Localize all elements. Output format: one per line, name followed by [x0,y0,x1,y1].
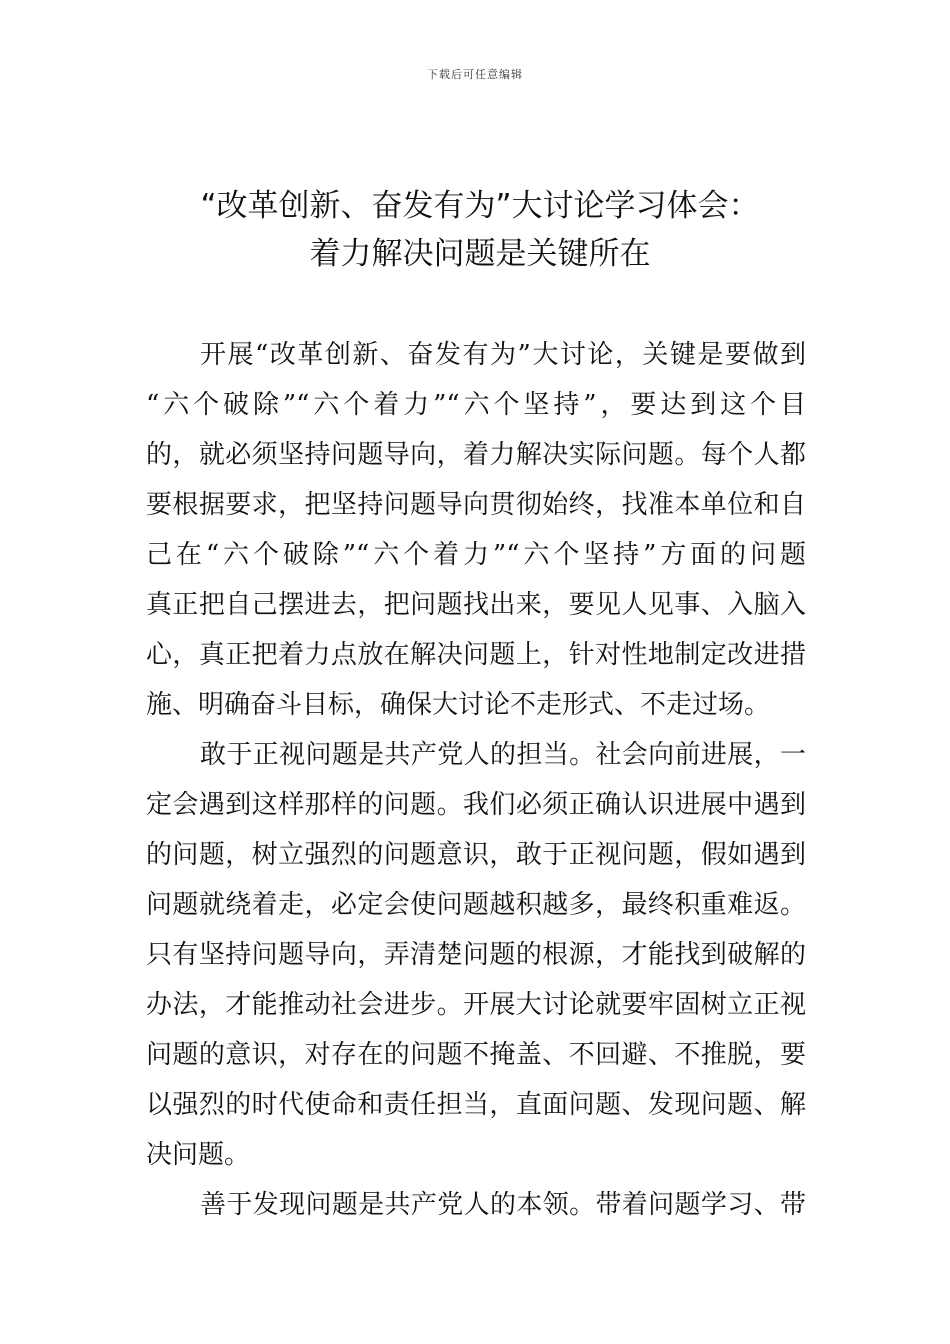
body-line-3: 的，就必须坚持问题导向，着力解决实际问题。每个人都 [146,440,806,470]
body-line-9: 敢于正视问题是共产党人的担当。社会向前进展，一 [200,740,806,770]
body-line-4: 要根据要求，把坚持问题导向贯彻始终，找准本单位和自 [146,490,806,520]
body-line-16: 以强烈的时代使命和责任担当，直面问题、发现问题、解 [146,1090,806,1120]
header-note: 下载后可任意编辑 [427,68,523,81]
body-line-17: 决问题。 [146,1140,251,1170]
body-line-14: 办法，才能推动社会进步。开展大讨论就要牢固树立正视 [146,990,806,1020]
document-title-line-1: “改革创新、奋发有为”大讨论学习体会： [200,188,760,224]
body-line-12: 问题就绕着走，必定会使问题越积越多，最终积重难返。 [146,890,806,920]
body-line-7: 心，真正把着力点放在解决问题上，针对性地制定改进措 [146,640,806,670]
document-title-line-2: 着力解决问题是关键所在 [309,236,651,272]
body-line-15: 问题的意识，对存在的问题不掩盖、不回避、不推脱，要 [146,1040,806,1070]
body-line-5: 己在“六个破除”“六个着力”“六个坚持”方面的问题 [146,540,806,570]
body-line-6: 真正把自己摆进去，把问题找出来，要见人见事、入脑入 [146,590,806,620]
body-line-1: 开展“改革创新、奋发有为”大讨论，关键是要做到 [200,340,806,370]
body-line-2: “六个破除”“六个着力”“六个坚持”，要达到这个目 [146,390,806,420]
document-body [146,330,806,1230]
body-line-18: 善于发现问题是共产党人的本领。带着问题学习、带 [200,1190,806,1220]
body-line-10: 定会遇到这样那样的问题。我们必须正确认识进展中遇到 [146,790,806,820]
body-line-8: 施、明确奋斗目标，确保大讨论不走形式、不走过场。 [146,690,771,720]
body-line-13: 只有坚持问题导向，弄清楚问题的根源，才能找到破解的 [146,940,806,970]
body-line-11: 的问题，树立强烈的问题意识，敢于正视问题，假如遇到 [146,840,806,870]
